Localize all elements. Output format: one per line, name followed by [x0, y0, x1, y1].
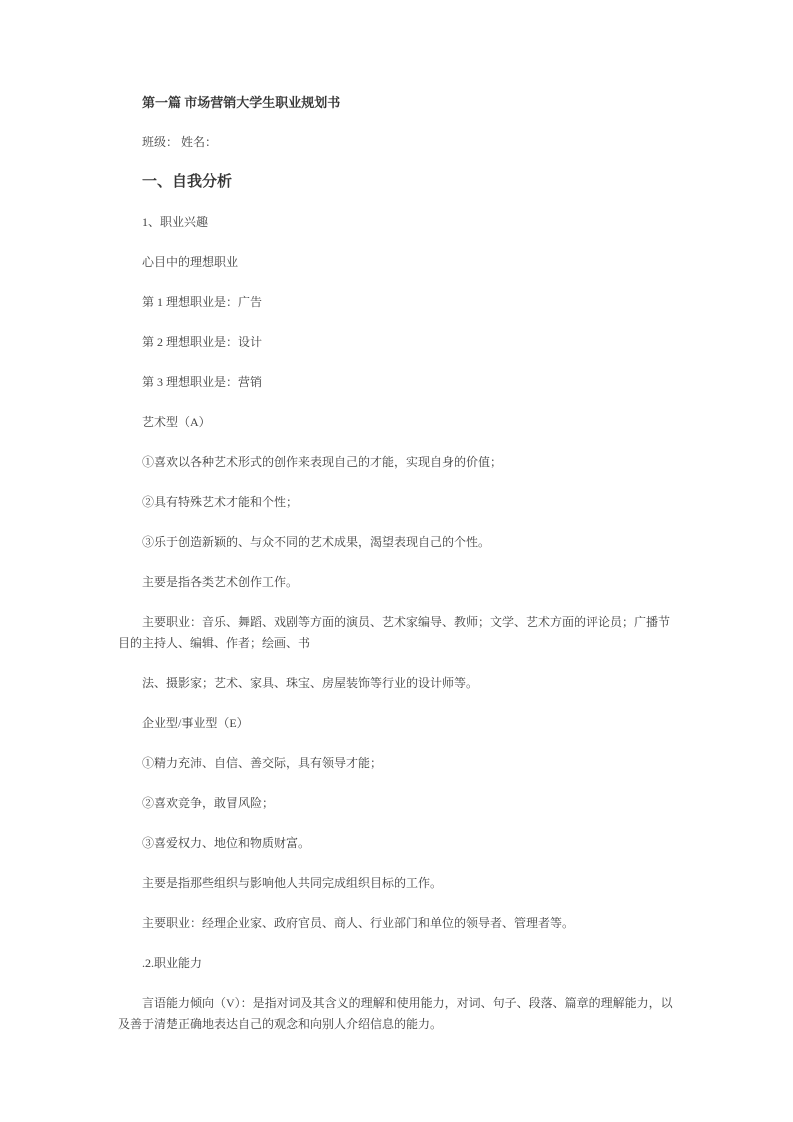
enterprise-trait-1: ①精力充沛、自信、善交际，具有领导才能； — [142, 756, 383, 770]
doc-title: 第一篇 市场营销大学生职业规划书 — [142, 95, 341, 110]
line-artistic-careers: 主要职业：音乐、舞蹈、戏剧等方面的演员、艺术家编导、教师；文学、艺术方面的评论员；广播节目的主持人、编辑、作者；绘画、书 — [118, 615, 671, 650]
line-enterprise-type: 企业型/事业型（E） — [142, 716, 249, 730]
line-ideal-career-1: 第 1 理想职业是：广告 — [142, 295, 263, 309]
class-and-name-line: 班级： 姓名： — [142, 135, 218, 149]
subsection-career-interest: 1、职业兴趣 — [142, 215, 209, 229]
artistic-trait-1: ①喜欢以各种艺术形式的创作来表现自己的才能，实现自身的价值； — [142, 455, 503, 469]
line-artistic-type: 艺术型（A） — [142, 415, 211, 429]
enterprise-trait-2: ②喜欢竞争，敢冒风险； — [142, 796, 275, 810]
line-ideal-career-2: 第 2 理想职业是：设计 — [142, 335, 263, 349]
subsection-career-ability: .2.职业能力 — [142, 956, 203, 970]
artistic-trait-3: ③乐于创造新颖的、与众不同的艺术成果，渴望表现自己的个性。 — [142, 535, 491, 549]
section-heading-self-analysis: 一、自我分析 — [142, 174, 233, 190]
artistic-trait-2: ②具有特殊艺术才能和个性； — [142, 495, 299, 509]
line-ideal-career-intro: 心目中的理想职业 — [142, 255, 239, 269]
enterprise-trait-3: ③喜爱权力、地位和物质财富。 — [142, 836, 311, 850]
line-enterprise-work-desc: 主要是指那些组织与影响他人共同完成组织目标的工作。 — [142, 876, 443, 890]
line-artistic-careers-cont: 法、摄影家；艺术、家具、珠宝、房屋装饰等行业的设计师等。 — [142, 676, 479, 690]
line-enterprise-careers: 主要职业：经理企业家、政府官员、商人、行业部门和单位的领导者、管理者等。 — [142, 916, 575, 930]
line-artistic-work-desc: 主要是指各类艺术创作工作。 — [142, 575, 299, 589]
line-ideal-career-3: 第 3 理想职业是：营销 — [142, 375, 263, 389]
line-verbal-ability: 言语能力倾向（V）：是指对词及其含义的理解和使用能力，对词、句子、段落、篇章的理解能力，以及善于清楚正确地表达自己的观念和向别人介绍信息的能力。 — [118, 996, 673, 1031]
